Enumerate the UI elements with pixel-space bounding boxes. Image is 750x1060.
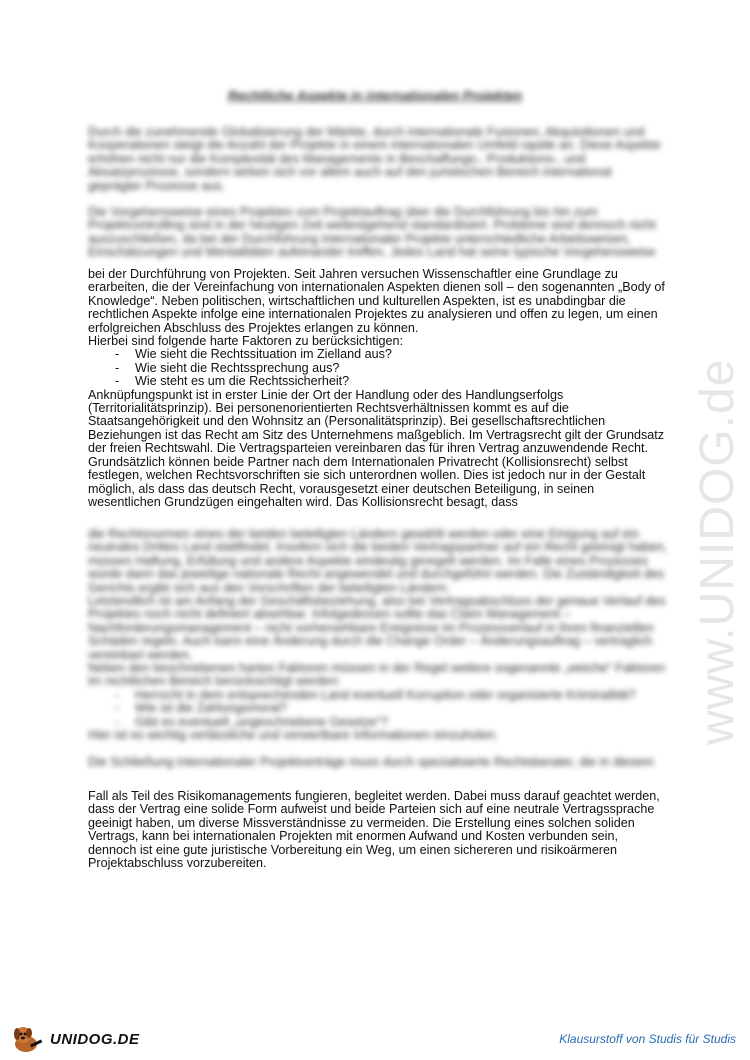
- list-item: - Wie steht es um die Rechtssicherheit?: [88, 375, 668, 388]
- paragraph-intro: Durch die zunehmende Globalisierung der Märkte, durch internationale Fusionen, Akquisitionen und Kooperationen steigt die Anzahl der Projekte in einem internationalen Umfeld rapide an. Diese Aspekte erhöhen nicht nur die Komplexität des Managements in Beschaffungs-, Produktions-, und Absatzprozesse, sondern wirken sich vor allem auch auf den juristischen Bereich international geprägter Prozesse aus.: [88, 125, 661, 193]
- list-item: - Wie ist die Zahlungsmoral?: [88, 702, 668, 715]
- clear-closing: [88, 790, 668, 870]
- paragraph-contracts-start: Die Schließung internationaler Projektverträge muss durch spezialisierte Rechtsberater, die in diesem: [88, 754, 654, 769]
- soft-factors-list: [88, 689, 668, 729]
- document-title: Rechtliche Aspekte in internationalen Projekten: [227, 88, 523, 103]
- paragraph-procedure-rest: bei der Durchführung von Projekten. Seit Jahren versuchen Wissenschaftler eine Grundlage zu erarbeiten, die der Vereinfachung von internationalen Aspekten dienen soll – den sogenannten „Body of Knowledge“. Neben politischen, wirtschaftlichen und kulturellen Aspekten, ist es unabdingbar die rechtlichen Aspekte infolge eine internationalen Projektes zu analysieren und offen zu legen, um einen erfolgreichen Abschluss des Projektes erlangen zu können.: [88, 267, 665, 335]
- unidog-logo[interactable]: [10, 1024, 140, 1054]
- list-item: - Herrscht in dem entsprechenden Land eventuell Korruption oder organisierte Kriminalität?: [88, 689, 668, 702]
- paragraph-procedure-start: Die Vorgehensweise eines Projektes vom Projektauftrag über die Durchführung bis hin zum Projektcontrolling sind in der heutigen Zeit weitestgehend standardisiert. Probleme sind dennoch nicht auszuschließen, da bei der Durchführung internationaler Projekte unterschiedliche Arbeitsweisen, Einschätzungen und Mentalitäten aufeinander treffen. Jedes Land hat seine typische Vorgehensweise: [88, 205, 656, 260]
- dog-icon: [10, 1024, 46, 1054]
- paragraph-connecting-factors: Anknüpfungspunkt ist in erster Linie der Ort der Handlung oder des Handlungserfolgs (Territorialitätsprinzip). Bei personenorientierten Rechtsverhältnissen kommt es auf die Staatsangehörigkeit und den Wohnsitz an (Personalitätsprinzip). Bei gesellschaftsrechtlichen Beziehungen ist das Recht am Sitz des Unternehmens maßgeblich. Im Vertragsrecht gilt der Grundsatz der freien Rechtswahl. Die Vertragsparteien vereinbaren das für ihren Vertrag anzuwendende Recht. Grundsätzlich können beide Partner nach dem Internationalen Privatrecht (Kollisionsrecht) selbst festlegen, welchen Rechtsvorschriften sie sich unterordnen wollen. Dies ist jedoch nur in der Gestalt möglich, als dass das deutsch Recht, vorausgesetzt einer deutschen Beteiligung, in seinen wesentlichen Grundzügen eingehalten wird. Das Kollisionsrecht besagt, dass: [88, 387, 665, 509]
- list-item: - Wie sieht die Rechtssprechung aus?: [88, 362, 668, 375]
- hard-factors-intro: Hierbei sind folgende harte Faktoren zu berücksichtigen:: [88, 334, 404, 349]
- paragraph-collision-law-rest: die Rechtsnormen eines der beiden beteiligten Ländern gewählt werden oder eine Einigung auf ein neutrales Drittes Land stattfindet. Insofern sich die beiden Vertragspartner auf ein Recht geeinigt haben, müssen Haftung, Erfüllung und andere Aspekte eindeutig geregelt werden. Im Falle eines Prozesses würde dann das jeweilige nationale Recht angewendet und durchgeführt werden. Die Zuständigkeit des Gerichts ergibt sich aus den Vorschriften der beteiligten Ländern.: [88, 527, 667, 595]
- paragraph-claim-management: Letztendlich ist am Anfang der Geschäftsbeziehung, also bei Vertragsabschluss der genaue Verlauf des Projektes noch nicht definiert absehbar. Infolgedessen sollte das Claim Management – Nachforderungsmanagement – nicht vorhersehbare Ereignisse im Prozessverlauf in ihren finanziellen Schäden regeln. Auch kann eine Änderung durch die Change Order – Änderungsauftrag – vertraglich vereinbart werden.: [88, 594, 666, 662]
- blurred-middle: [88, 528, 668, 769]
- watermark: www.UNIDOG.de: [691, 358, 744, 745]
- footer-tagline: Klausurstoff von Studis für Studis: [559, 1032, 736, 1046]
- soft-factors-outro: Hier ist es wichtig verlässliche und verwertbare Informationen einzuholen.: [88, 728, 499, 743]
- clear-body: [88, 268, 668, 509]
- list-item: - Gibt es eventuell „ungeschriebene Gesetze“?: [88, 716, 668, 729]
- list-item: - Wie sieht die Rechtssituation im Zielland aus?: [88, 348, 668, 361]
- blurred-intro: [88, 126, 668, 260]
- paragraph-contracts-rest: Fall als Teil des Risikomanagements fungieren, begleitet werden. Dabei muss darauf geachtet werden, dass der Vertrag eine solide Form aufweist und beide Parteien sich auf eine neutrale Vertragssprache geeinigt haben, um diverse Missverständnisse zu vermeiden. Die Erstellung eines solchen soliden Vertrags, kann bei internationalen Projekten mit enormen Aufwand und Kosten verbunden sein, dennoch ist eine gute juristische Vorbereitung ein Weg, um einen sichereren und risikoärmeren Projektabschluss vorzubereiten.: [88, 789, 660, 871]
- logo-text: UNIDOG.DE: [50, 1031, 140, 1048]
- hard-factors-list: [88, 348, 668, 388]
- soft-factors-intro: Neben den beschriebenen harten Faktoren müssen in der Regel weitere sogenannte „weiche“ Faktoren im rechtlichen Bereich berücksichtigt werden:: [88, 661, 665, 689]
